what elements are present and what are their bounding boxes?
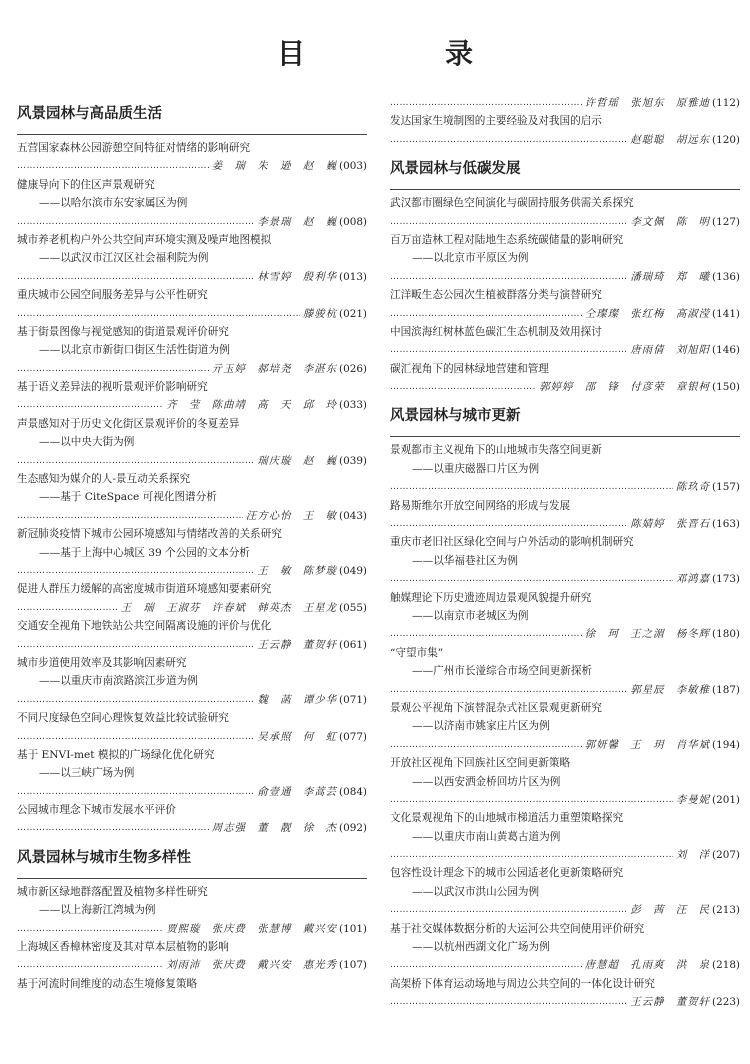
toc-entry[interactable] <box>17 139 367 176</box>
entry-page-number: (120) <box>712 133 740 146</box>
leader-dots <box>390 305 582 323</box>
toc-entry[interactable] <box>17 975 367 993</box>
entry-author-line <box>390 993 740 1011</box>
entry-author-line <box>390 378 740 396</box>
leader-dots <box>390 378 536 396</box>
entry-subtitle: ——以哈尔滨市东安家属区为例 <box>39 197 188 210</box>
entry-page-number: (084) <box>339 785 367 798</box>
entry-title: 开放社区视角下回族社区空间更新策略 <box>390 757 571 770</box>
entry-authors: 刘 洋 <box>675 849 711 862</box>
entry-authors: 郭妍馨 王 玥 肖华斌 <box>584 738 711 751</box>
entry-page-number: (026) <box>339 362 367 375</box>
entry-page-number: (101) <box>339 922 367 935</box>
toc-entry[interactable] <box>17 746 367 801</box>
section-heading: 风景园林与低碳发展 <box>390 149 740 190</box>
toc-entry[interactable] <box>17 415 367 470</box>
leader-dots <box>390 846 673 864</box>
entry-authors: 仝璨璨 张红梅 高淑滢 <box>584 307 711 320</box>
leader-dots <box>17 599 118 617</box>
toc-entry[interactable] <box>390 112 740 149</box>
entry-page-number: (039) <box>339 454 367 467</box>
entry-author-line <box>390 681 740 699</box>
leader-dots <box>17 636 254 654</box>
entry-title: 发达国家生境制图的主要经验及对我国的启示 <box>390 115 602 128</box>
toc-entry[interactable] <box>390 194 740 231</box>
toc-entry[interactable] <box>390 920 740 975</box>
entry-author-line <box>17 268 367 286</box>
leader-dots <box>17 360 209 378</box>
toc-entry[interactable] <box>17 654 367 709</box>
toc-entry[interactable] <box>17 470 367 525</box>
entry-page-number: (207) <box>712 849 740 862</box>
entry-author-line <box>390 901 740 919</box>
entry-authors: 唐雨倩 刘旭阳 <box>630 344 711 357</box>
entry-authors: 周志强 董 靓 徐 杰 <box>211 822 338 835</box>
entry-author-line <box>17 920 367 938</box>
entry-authors: 王云静 董贺轩 <box>630 996 711 1009</box>
entry-author-line <box>17 452 367 470</box>
entry-authors: 滕骏杭 <box>302 307 338 320</box>
entry-subtitle: ——以济南市姚家庄片区为例 <box>412 720 550 733</box>
toc-entry[interactable] <box>17 525 367 580</box>
toc-entry[interactable] <box>17 617 367 654</box>
leader-dots <box>390 94 582 112</box>
entry-title: 声景感知对于历史文化街区景观评价的冬夏差异 <box>17 417 240 430</box>
toc-entry[interactable] <box>390 497 740 534</box>
entry-author-line <box>390 625 740 643</box>
entry-page-number: (136) <box>712 270 740 283</box>
entry-author-line <box>17 691 367 709</box>
entry-page-number: (049) <box>339 564 367 577</box>
leader-dots <box>17 819 209 837</box>
entry-title: 城市新区绿地群落配置及植物多样性研究 <box>17 885 208 898</box>
entry-subtitle: ——基于 CiteSpace 可视化图谱分析 <box>39 491 217 504</box>
leader-dots <box>390 268 627 286</box>
leader-dots <box>390 625 582 643</box>
toc-entry[interactable] <box>390 975 740 1012</box>
entry-title: 基于街景图像与视觉感知的街道景观评价研究 <box>17 325 229 338</box>
entry-title: 重庆城市公园空间服务差异与公平性研究 <box>17 289 208 302</box>
entry-author-line <box>17 396 367 414</box>
leader-dots <box>17 562 254 580</box>
entry-authors: 许哲瑶 张旭东 原雅迪 <box>584 97 711 109</box>
leader-dots <box>390 515 627 533</box>
leader-dots <box>390 341 627 359</box>
toc-entry[interactable] <box>390 441 740 496</box>
entry-subtitle: ——以华福巷社区为例 <box>412 554 518 567</box>
entry-page-number: (163) <box>712 518 740 531</box>
entry-author-line <box>17 819 367 837</box>
entry-authors: 魏 菡 谭少华 <box>257 693 338 706</box>
entry-page-number: (218) <box>712 959 740 972</box>
entry-page-number: (077) <box>339 730 367 743</box>
toc-entry[interactable] <box>390 94 740 112</box>
toc-entry[interactable] <box>390 360 740 397</box>
entry-subtitle: ——以重庆市南滨路滨江步道为例 <box>39 675 198 688</box>
entry-page-number: (055) <box>339 601 367 614</box>
toc-entry[interactable] <box>17 378 367 415</box>
entry-title: 高架桥下体育运动场地与周边公共空间的一体化设计研究 <box>390 977 655 990</box>
toc-entry[interactable] <box>390 231 740 286</box>
leader-dots <box>390 736 582 754</box>
entry-subtitle: ——以西安洒金桥回坊片区为例 <box>412 775 561 788</box>
entry-page-number: (021) <box>339 307 367 320</box>
leader-dots <box>17 396 163 414</box>
entry-page-number: (033) <box>339 399 367 412</box>
leader-dots <box>390 901 627 919</box>
leader-dots <box>17 783 254 801</box>
entry-authors: 李文佩 陈 明 <box>630 215 711 228</box>
entry-title: 上海城区香樟林密度及其对草本层植物的影响 <box>17 941 229 954</box>
entry-subtitle: ——以杭州西湖文化广场为例 <box>412 941 550 954</box>
leader-dots <box>17 452 254 470</box>
toc-entry[interactable] <box>17 883 367 938</box>
entry-author-line <box>17 636 367 654</box>
toc-entry[interactable] <box>17 709 367 746</box>
entry-title: 基于语义差异法的视听景观评价影响研究 <box>17 381 208 394</box>
entry-author-line <box>390 131 740 149</box>
toc-entry[interactable] <box>390 323 740 360</box>
section-heading: 风景园林与城市更新 <box>390 396 740 437</box>
entry-authors: 陈婧婷 张晋石 <box>630 518 711 531</box>
entry-author-line <box>390 956 740 974</box>
entry-authors: 潘瑞琦 郑 曦 <box>630 270 711 283</box>
entry-title: 交通安全视角下地铁站公共空间隔离设施的评价与优化 <box>17 620 272 633</box>
toc-entry[interactable] <box>390 286 740 323</box>
entry-page-number: (223) <box>712 996 740 1009</box>
entry-author-line <box>390 341 740 359</box>
entry-title: 基于河流时间维度的动态生境修复策略 <box>17 977 198 990</box>
entry-title: 城市步道使用效率及其影响因素研究 <box>17 656 187 669</box>
entry-author-line <box>17 213 367 231</box>
entry-authors: 徐 珂 王之湄 杨冬辉 <box>584 628 711 641</box>
entry-page-number: (071) <box>339 693 367 706</box>
leader-dots <box>17 268 254 286</box>
entry-author-line <box>17 599 367 617</box>
entry-title: 触媒理论下历史遗迹周边景观风貌提升研究 <box>390 591 592 604</box>
leader-dots <box>390 681 627 699</box>
entry-title: 碳汇视角下的园林绿地营建和管理 <box>390 362 549 375</box>
entry-authors: 亓玉婷 郝培尧 李湛东 <box>211 362 338 375</box>
leader-dots <box>390 791 673 809</box>
entry-author-line <box>17 507 367 525</box>
toc-entry[interactable] <box>390 533 740 588</box>
entry-title: “守望市集” <box>390 646 444 659</box>
entry-author-line <box>390 478 740 496</box>
leader-dots <box>390 478 673 496</box>
entry-page-number: (187) <box>712 683 740 696</box>
toc-entry[interactable] <box>390 699 740 754</box>
toc-entry[interactable] <box>390 589 740 644</box>
entry-authors: 赵聪聪 胡远东 <box>630 133 711 146</box>
leader-dots <box>17 920 163 938</box>
entry-author-line <box>390 94 740 112</box>
toc-entry[interactable] <box>390 864 740 919</box>
entry-title: 促进人群压力缓解的高密度城市街道环境感知要素研究 <box>17 583 272 596</box>
toc-entry[interactable] <box>17 323 367 378</box>
entry-page-number: (092) <box>339 822 367 835</box>
toc-column-left <box>17 94 367 993</box>
entry-subtitle: ——以重庆市南山黄葛古道为例 <box>412 830 561 843</box>
entry-title: 生态感知为媒介的人-景互动关系探究 <box>17 473 191 486</box>
leader-dots <box>390 131 627 149</box>
entry-subtitle: ——广州市长湴综合市场空间更新探析 <box>412 665 593 678</box>
entry-authors: 陈玖奇 <box>675 481 711 494</box>
entry-page-number: (008) <box>339 215 367 228</box>
entry-subtitle: ——以上海新江湾城为例 <box>39 904 156 917</box>
leader-dots <box>17 213 254 231</box>
entry-title: 江洋畈生态公园次生植被群落分类与演替研究 <box>390 289 602 302</box>
toc-entry[interactable] <box>17 176 367 231</box>
entry-title: 武汉都市圈绿色空间演化与碳固持服务供需关系探究 <box>390 197 634 210</box>
toc-entry[interactable] <box>17 286 367 323</box>
entry-title: 文化景观视角下的山地城市梯道活力重塑策略探究 <box>390 812 624 825</box>
entry-title: 包容性设计理念下的城市公园适老化更新策略研究 <box>390 867 624 880</box>
entry-title: 重庆市老旧社区绿化空间与户外活动的影响机制研究 <box>390 536 634 549</box>
entry-title: 基于 ENVI-met 模拟的广场绿化优化研究 <box>17 748 215 761</box>
entry-author-line <box>17 157 367 175</box>
entry-author-line <box>17 360 367 378</box>
leader-dots <box>17 305 300 323</box>
entry-page-number: (112) <box>712 97 740 109</box>
toc-entry[interactable] <box>17 580 367 617</box>
entry-authors: 李景瑞 赵 巍 <box>257 215 338 228</box>
entry-page-number: (213) <box>712 904 740 917</box>
section-heading: 风景园林与城市生物多样性 <box>17 838 367 879</box>
entry-title: 不同尺度绿色空间心理恢复效益比较试验研究 <box>17 712 229 725</box>
entry-author-line <box>17 783 367 801</box>
entry-subtitle: ——以重庆磁器口片区为例 <box>412 462 540 475</box>
entry-authors: 彭 茜 汪 民 <box>630 904 711 917</box>
entry-title: 百万亩造林工程对陆地生态系统碳储量的影响研究 <box>390 233 624 246</box>
leader-dots <box>390 956 582 974</box>
entry-page-number: (173) <box>712 573 740 586</box>
entry-subtitle: ——以武汉市洪山公园为例 <box>412 885 540 898</box>
entry-title: 健康导向下的住区声景观研究 <box>17 178 155 191</box>
entry-subtitle: ——以南京市老城区为例 <box>412 609 529 622</box>
entry-authors: 李曼妮 <box>675 793 711 806</box>
entry-page-number: (061) <box>339 638 367 651</box>
entry-subtitle: ——以武汉市江汉区社会福利院为例 <box>39 252 209 265</box>
entry-page-number: (043) <box>339 509 367 522</box>
toc-entry[interactable] <box>17 801 367 838</box>
entry-author-line <box>390 570 740 588</box>
entry-authors: 郭星辰 李敏稚 <box>630 683 711 696</box>
toc-entry[interactable] <box>390 754 740 809</box>
leader-dots <box>17 507 243 525</box>
entry-authors: 王云静 董贺轩 <box>257 638 338 651</box>
entry-authors: 林雪婷 殷利华 <box>257 270 338 283</box>
entry-page-number: (141) <box>712 307 740 320</box>
entry-authors: 齐 莹 陈曲靖 高 天 邱 玲 <box>166 399 338 412</box>
entry-author-line <box>390 736 740 754</box>
page-title: 目 录 <box>276 37 529 70</box>
entry-author-line <box>390 213 740 231</box>
entry-page-number: (157) <box>712 481 740 494</box>
entry-page-number: (003) <box>339 160 367 173</box>
entry-authors: 唐慧超 孔雨爽 洪 泉 <box>584 959 711 972</box>
toc-entry[interactable] <box>17 231 367 286</box>
entry-subtitle: ——以北京市新街口街区生活性街道为例 <box>39 344 230 357</box>
toc-column-right <box>390 94 740 1012</box>
entry-title: 中国滨海红树林蓝色碳汇生态机制及效用探讨 <box>390 325 602 338</box>
entry-title: 景观都市主义视角下的山地城市失落空间更新 <box>390 444 602 457</box>
entry-authors: 俞壹通 李蒿芸 <box>257 785 338 798</box>
entry-page-number: (201) <box>712 793 740 806</box>
entry-author-line <box>17 562 367 580</box>
entry-title: 基于社交媒体数据分析的大运河公共空间使用评价研究 <box>390 922 645 935</box>
section-heading: 风景园林与高品质生活 <box>17 94 367 135</box>
leader-dots <box>17 728 254 746</box>
entry-author-line <box>17 956 367 974</box>
entry-page-number: (107) <box>339 959 367 972</box>
entry-authors: 汪方心怡 王 敏 <box>245 509 338 522</box>
toc-entry[interactable] <box>390 644 740 699</box>
leader-dots <box>390 213 627 231</box>
entry-authors: 邓鸿嘉 <box>675 573 711 586</box>
entry-page-number: (150) <box>712 381 740 394</box>
entry-author-line <box>390 846 740 864</box>
entry-author-line <box>17 305 367 323</box>
entry-author-line <box>390 268 740 286</box>
entry-authors: 王 瑞 王淑芬 许春斌 韩英杰 王星龙 <box>120 601 338 614</box>
entry-page-number: (146) <box>712 344 740 357</box>
entry-authors: 姜 瑞 朱 逊 赵 巍 <box>211 160 338 173</box>
entry-authors: 吴承照 何 虹 <box>257 730 338 743</box>
entry-author-line <box>390 791 740 809</box>
entry-page-number: (127) <box>712 215 740 228</box>
toc-entry[interactable] <box>390 809 740 864</box>
entry-subtitle: ——以中央大街为例 <box>39 436 135 449</box>
leader-dots <box>390 570 673 588</box>
entry-authors: 刘雨沛 张庆费 戴兴安 惠光秀 <box>166 959 338 972</box>
entry-page-number: (180) <box>712 628 740 641</box>
entry-title: 公园城市理念下城市发展水平评价 <box>17 804 176 817</box>
entry-subtitle: ——以北京市平原区为例 <box>412 252 529 265</box>
entry-subtitle: ——以三峡广场为例 <box>39 767 135 780</box>
entry-authors: 瑞庆璇 赵 巍 <box>257 454 338 467</box>
leader-dots <box>390 993 627 1011</box>
entry-page-number: (013) <box>339 270 367 283</box>
entry-authors: 王 敏 陈梦璇 <box>257 564 338 577</box>
leader-dots <box>17 157 209 175</box>
entry-title: 新冠肺炎疫情下城市公园环境感知与情绪改善的关系研究 <box>17 528 282 541</box>
entry-author-line <box>17 728 367 746</box>
entry-author-line <box>390 305 740 323</box>
entry-authors: 贾熙璇 张庆费 张慧博 戴兴安 <box>166 922 338 935</box>
entry-title: 城市养老机构户外公共空间声环境实测及噪声地图模拟 <box>17 233 272 246</box>
entry-subtitle: ——基于上海中心城区 39 个公园的文本分析 <box>39 546 250 559</box>
toc-entry[interactable] <box>17 938 367 975</box>
entry-page-number: (194) <box>712 738 740 751</box>
entry-author-line <box>390 515 740 533</box>
leader-dots <box>17 956 163 974</box>
entry-title: 景观公平视角下演替混杂式社区景观更新研究 <box>390 701 602 714</box>
entry-title: 路易斯维尔开放空间网络的形成与发展 <box>390 499 571 512</box>
leader-dots <box>17 691 254 709</box>
entry-authors: 郭婷婷 邵 锋 付彦荣 章银柯 <box>539 381 711 394</box>
entry-title: 五营国家森林公园游憩空间特征对情绪的影响研究 <box>17 142 251 154</box>
